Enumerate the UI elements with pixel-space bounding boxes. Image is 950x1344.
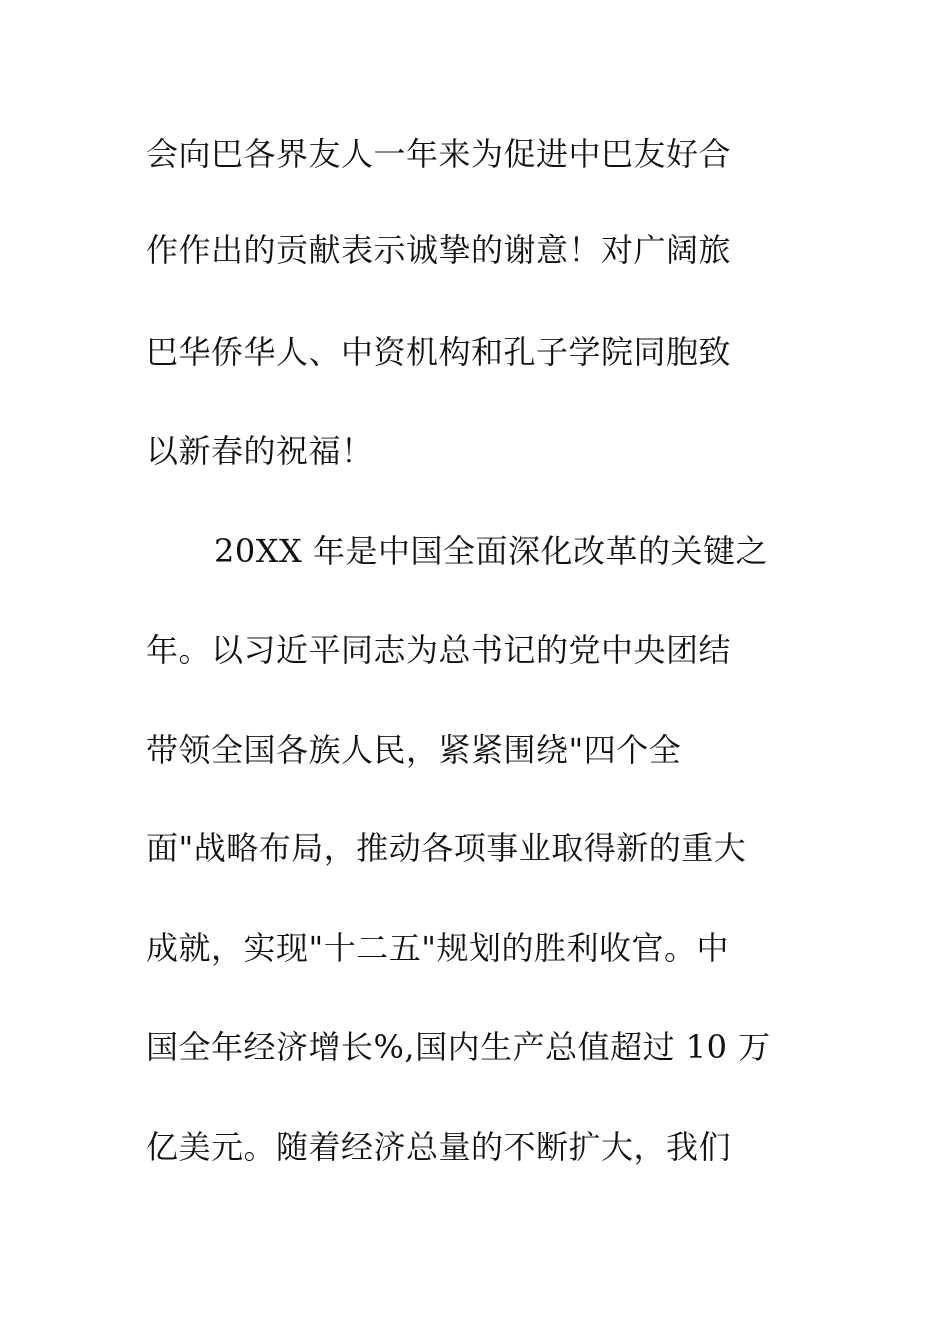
text-line-8: 面"战略布局，推动各项事业取得新的重大 — [146, 829, 747, 867]
text-line-11: 亿美元。随着经济总量的不断扩大，我们 — [146, 1128, 732, 1166]
text-line-3: 巴华侨华人、中资机构和孔子学院同胞致 — [146, 333, 732, 371]
text-line-4: 以新春的祝福！ — [146, 432, 374, 470]
paragraph-first-line: 20XX 年是中国全面深化改革的关键之 — [214, 532, 768, 570]
text-line-2: 作作出的贡献表示诚挚的谢意！对广阔旅 — [146, 231, 732, 269]
text-line-1: 会向巴各界友人一年来为促进中巴友好合 — [146, 135, 732, 173]
text-line-9: 成就，实现"十二五"规划的胜利收官。中 — [146, 929, 729, 967]
text-line-7: 带领全国各族人民，紧紧围绕"四个全 — [146, 731, 682, 769]
text-line-6: 年。以习近平同志为总书记的党中央团结 — [146, 631, 732, 669]
text-line-10: 国全年经济增长%,国内生产总值超过 10 万 — [146, 1028, 771, 1066]
